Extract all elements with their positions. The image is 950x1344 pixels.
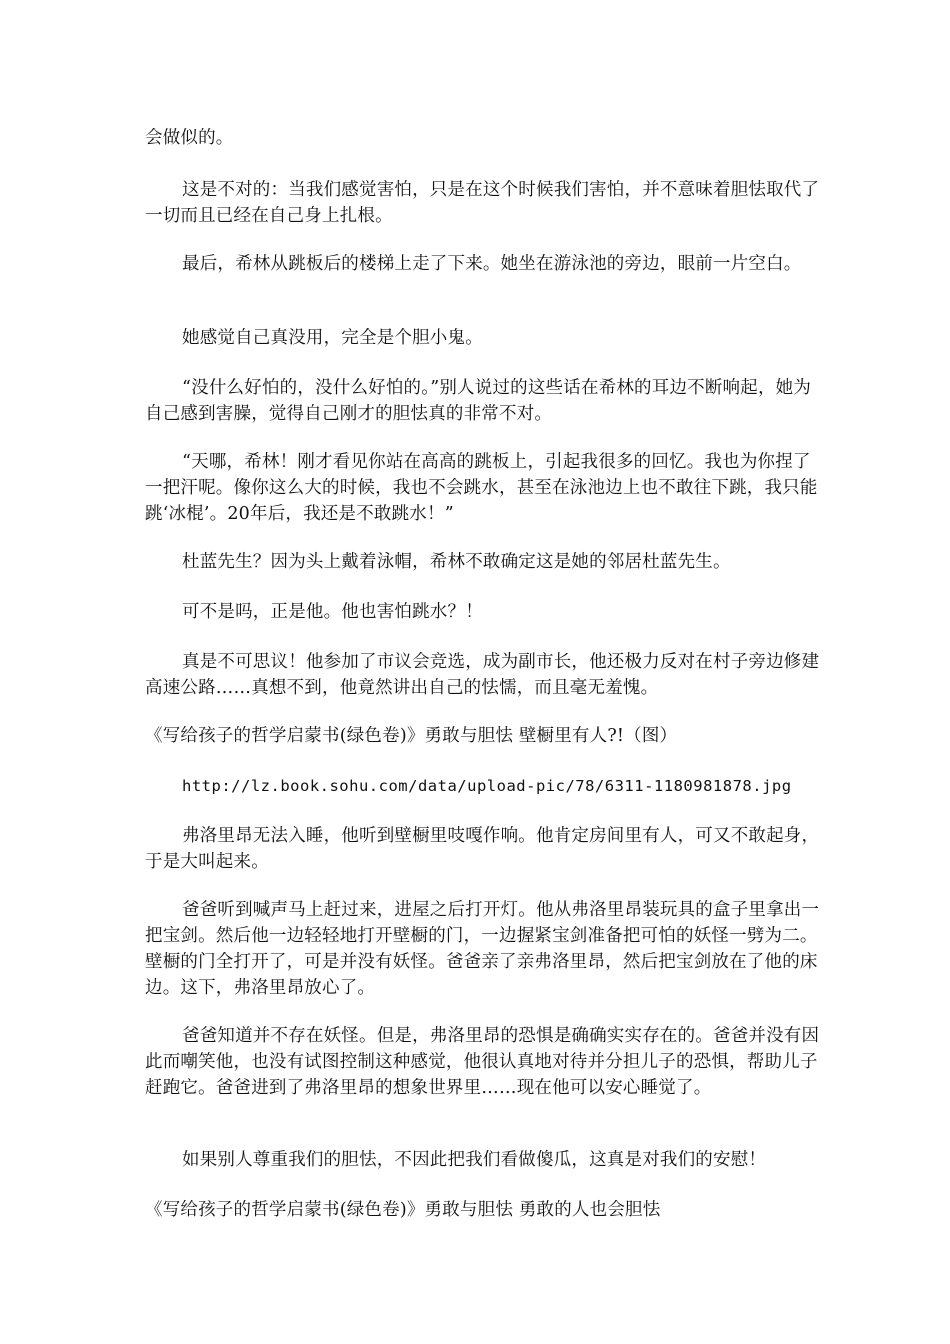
paragraph: 爸爸知道并不存在妖怪。但是，弗洛里昂的恐惧是确确实实存在的。爸爸并没有因此而嘲笑他，也没有试图控制这种感觉，他很认真地对待并分担儿子的恐惧，帮助儿子赶跑它。爸爸进到了弗洛里昂的想象世界里……现在他可以安心睡觉了。	[145, 1026, 820, 1098]
paragraph: “没什么好怕的，没什么好怕的。”别人说过的这些话在希林的耳边不断响起，她为自己感到害臊，觉得自己刚才的胆怯真的非常不对。	[145, 378, 812, 424]
section-heading: 《写给孩子的哲学启蒙书(绿色卷)》勇敢与胆怯 壁橱里有人?!（图）	[145, 726, 678, 746]
paragraph: 这是不对的：当我们感觉害怕，只是在这个时候我们害怕，并不意味着胆怯取代了一切而且已经在自己身上扎根。	[145, 180, 820, 226]
paragraph: 爸爸听到喊声马上赶过来，进屋之后打开灯。他从弗洛里昂装玩具的盒子里拿出一把宝剑。然后他一边轻轻地打开壁橱的门，一边握紧宝剑准备把可怕的妖怪一劈为二。壁橱的门全打开了，可是并没有妖怪。爸爸亲了亲弗洛里昂，然后把宝剑放在了他的床边。这下，弗洛里昂放心了。	[145, 900, 820, 998]
paragraph: 弗洛里昂无法入睡，他听到壁橱里吱嘎作响。他肯定房间里有人，可又不敢起身，于是大叫起来。	[145, 826, 820, 872]
paragraph: 如果别人尊重我们的胆怯，不因此把我们看做傻瓜，这真是对我们的安慰！	[182, 1150, 767, 1170]
paragraph: 最后，希林从跳板后的楼梯上走了下来。她坐在游泳池的旁边，眼前一片空白。	[182, 254, 802, 274]
paragraph: 她感觉自己真没用，完全是个胆小鬼。	[182, 328, 483, 348]
paragraph: 杜蓝先生？因为头上戴着泳帽，希林不敢确定这是她的邻居杜蓝先生。	[182, 552, 731, 572]
paragraph: 真是不可思议！他参加了市议会竞选，成为副市长，他还极力反对在村子旁边修建高速公路……真想不到，他竟然讲出自己的怯懦，而且毫无羞愧。	[145, 652, 820, 698]
paragraph-continuation: 会做似的。	[145, 128, 234, 148]
paragraph: 可不是吗，正是他。他也害怕跳水？！	[182, 602, 483, 622]
section-heading: 《写给孩子的哲学启蒙书(绿色卷)》勇敢与胆怯 勇敢的人也会胆怯	[145, 1200, 661, 1220]
image-url-text: http://lz.book.sohu.com/data/upload-pic/78/6311-1180981878.jpg	[182, 777, 792, 795]
paragraph: “天哪，希林！刚才看见你站在高高的跳板上，引起我很多的回忆。我也为你捏了一把汗呢。像你这么大的时候，我也不会跳水，甚至在泳池边上也不敢往下跳，我只能跳‘冰棍’。20年后，我还是不敢跳水！”	[145, 452, 818, 524]
